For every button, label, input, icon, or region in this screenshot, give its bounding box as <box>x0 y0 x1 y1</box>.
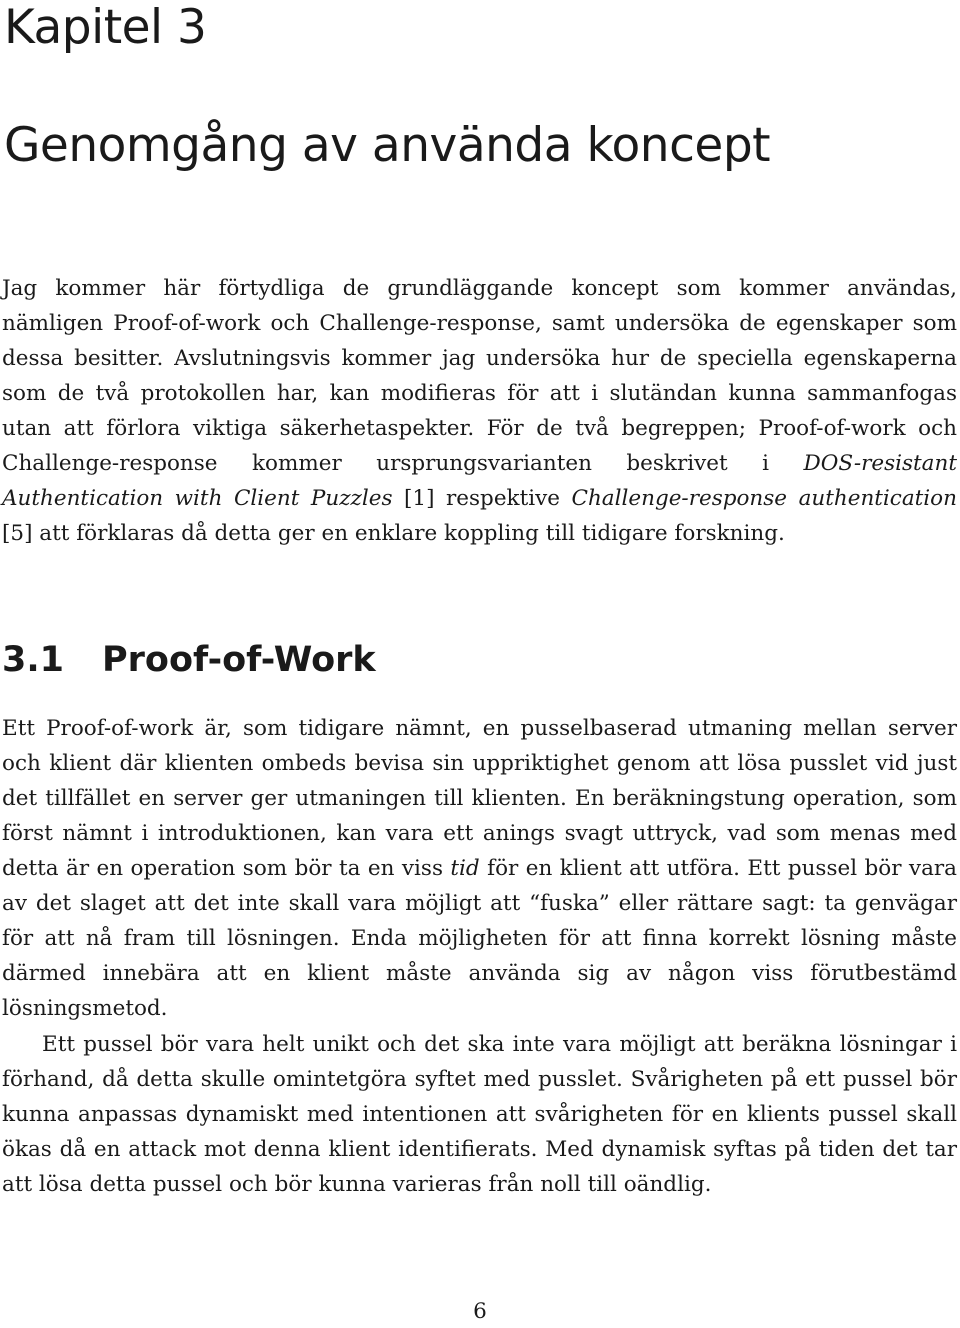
section-heading <box>2 636 376 684</box>
section-paragraph-1 <box>2 711 957 1026</box>
chapter-label: Kapitel 3 <box>4 0 207 55</box>
paragraph-1-text-1: Ett Proof-of-work är, som tidigare nämnt, en pusselbaserad utmaning mellan server och klient där klienten ombeds bevisa sin uppriktighet genom att lösa pusslet vid just det tillfället en server ger utmaningen till klienten. En beräkningstung operation, som först nämnt i introduktionen, kan vara ett anings svagt uttryck, vad som menas med detta är en operation som bör ta en viss <box>2 716 957 881</box>
reference-title-1: DOS-resistant Authentication with Client Puzzles <box>2 451 957 511</box>
chapter-title: Genomgång av använda koncept <box>4 118 771 173</box>
intro-paragraph <box>2 271 957 551</box>
emphasis-word: tid <box>450 856 480 881</box>
section-title: Proof-of-Work <box>102 640 376 680</box>
paragraph-1-text-2: för en klient att utföra. Ett pussel bör vara av det slaget att det inte skall vara möjligt att “fuska” eller rättare sagt: ta genvägar för att nå fram till lösningen. Enda möjligheten för att finna korrekt lösning måste därmed innebära att en klient måste använda sig av någon viss förutbestämd lösningsmetod. <box>2 856 957 1021</box>
page-number: 6 <box>473 1299 487 1324</box>
intro-text-2: [1] respektive <box>392 486 572 511</box>
intro-text-3: [5] att förklaras då detta ger en enklare koppling till tidigare forskning. <box>2 521 785 546</box>
section-paragraph-2: Ett pussel bör vara helt unikt och det ska inte vara möjligt att beräkna lösningar i förhand, då detta skulle omintetgöra syftet med pusslet. Svårigheten på ett pussel bör kunna anpassas dynamiskt med intentionen att svårigheten för en klients pussel skall ökas då en attack mot denna klient identifierats. Med dynamisk syftas på tiden det tar att lösa detta pussel och bör kunna varieras från noll till oändlig. <box>2 1032 957 1197</box>
section-number: 3.1 <box>2 640 65 680</box>
intro-text-1: Jag kommer här förtydliga de grundläggande koncept som kommer användas, nämligen Proof-of-work och Challenge-response, samt undersöka de egenskaper som dessa besitter. Avslutningsvis kommer jag undersöka hur de speciella egenskaperna som de två protokollen har, kan modifieras för att i slutändan kunna sammanfogas utan att förlora viktiga säkerhetaspekter. För de två begreppen; Proof-of-work och Challenge-response kommer ursprungsvarianten beskrivet i <box>2 276 957 476</box>
reference-title-2: Challenge-response authentication <box>571 486 957 511</box>
